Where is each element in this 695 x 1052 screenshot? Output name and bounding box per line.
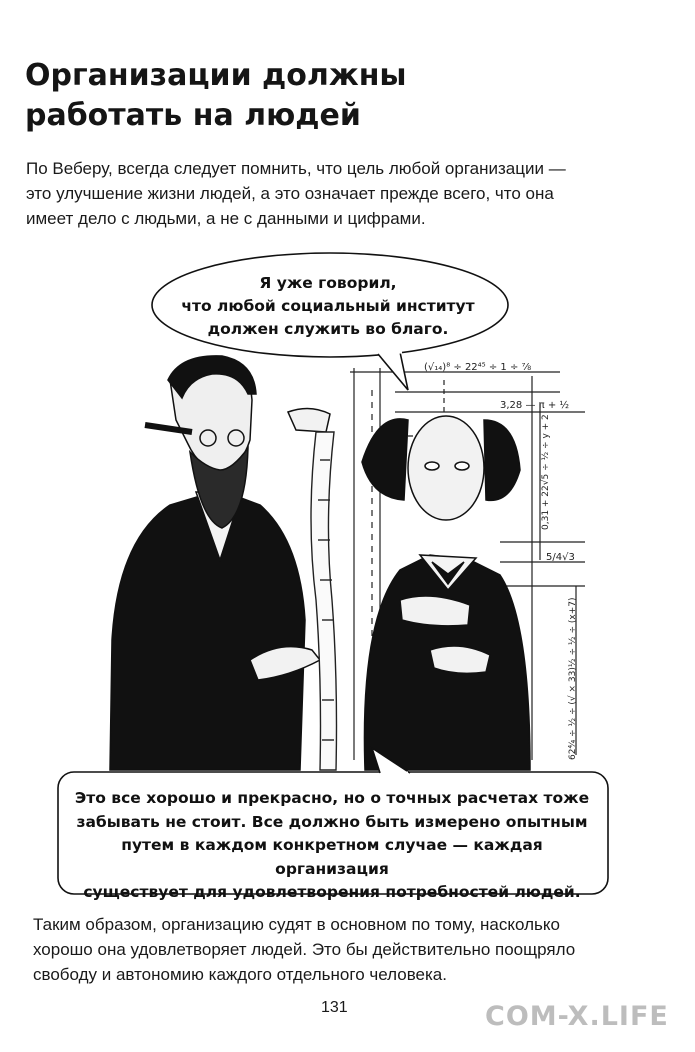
intro-line: имеет дело с людьми, а не с данными и цифрами. [26, 209, 426, 228]
speech-line: путем в каждом конкретном случае — каждая организация [121, 836, 543, 878]
title-line: работать на людей [25, 98, 361, 133]
speech-line: что любой социальный институт [181, 297, 475, 315]
speech-line: Я уже говорил, [259, 274, 397, 292]
weber-figure [110, 356, 330, 770]
page-number: 131 [321, 999, 348, 1016]
title-line: Организации должны [25, 58, 407, 93]
annotation-top: (√₁₄)⁸ ÷ 22⁴⁵ ÷ 1 ÷ ⅞ [424, 362, 532, 373]
speech-line: Это все хорошо и прекрасно, но о точных расчетах тоже [74, 789, 590, 807]
speech-line: существует для удовлетворения потребностей людей. [83, 883, 581, 901]
watermark: COM-X.LIFE [485, 1001, 669, 1032]
outro-line: свободу и автономию каждого отдельного человека. [33, 965, 447, 984]
speech-text-bottom [72, 787, 592, 905]
speech-line: должен служить во благо. [207, 320, 449, 338]
speech-line: забывать не стоит. Все должно быть измерено опытным [76, 812, 588, 831]
speech-text-top [168, 272, 488, 341]
outro-paragraph [33, 912, 673, 987]
outro-line: Таким образом, организацию судят в основном по тому, насколько [33, 915, 560, 934]
measuring-tape [311, 432, 337, 770]
intro-line: По Веберу, всегда следует помнить, что цель любой организации — [26, 159, 566, 178]
annotation-bottom: 62⁴⁄₄ ÷ ½ ÷ (√ × 33)½ ÷ ½ ÷ (x+7) [568, 597, 578, 760]
annotation-side: 0,31 + 22√5 ÷ ½ ÷ y + 2 [541, 414, 551, 530]
annotation-ratio: 5/4√3 [546, 552, 575, 563]
annotation-head: 3,28 — π + ½ [500, 400, 570, 411]
intro-line: это улучшение жизни людей, а это означает прежде всего, что она [26, 184, 554, 203]
mill-figure [362, 416, 530, 770]
outro-line: хорошо она удовлетворяет людей. Это бы действительно поощряло [33, 940, 576, 959]
